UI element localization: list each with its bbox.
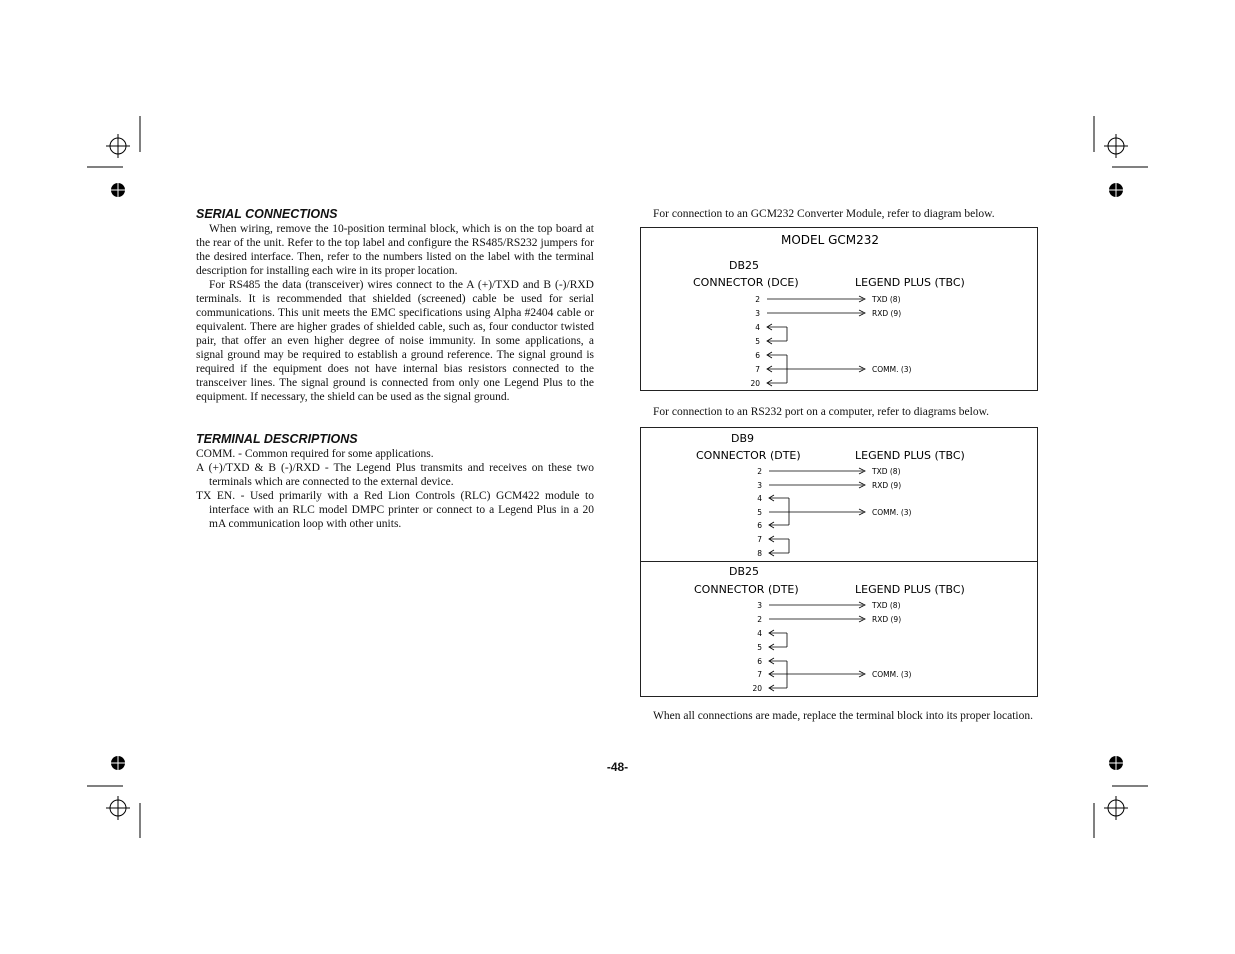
connector-label: CONNECTOR (DTE) <box>696 449 801 462</box>
connector-label: CONNECTOR (DTE) <box>694 583 799 596</box>
pin-label: 8 <box>757 549 762 558</box>
registration-mark-top-left <box>106 134 130 158</box>
serial-paragraph-2: For RS485 the data (transceiver) wires connect to the A (+)/TXD and B (-)/RXD terminals. It is recommended that shielded (screened) cable be used for serial communications. This unit meets the EMC specifications using Alpha #2404 cable or equivalent. There are higher grades of shielded cable, such as, four conductor twisted pair, that offer an even higher degree of noise immunity. In some applications, a signal ground may be required to establish a ground reference. The signal ground is required if the equipment does not have internal bias resistors connected to the transceiver lines. The signal ground is connected from only one Legend Plus to the equipment. If necessary, the shield can be used as the signal ground. <box>196 279 594 403</box>
diagram-gcm232 <box>640 227 1038 391</box>
terminal-descriptions-heading: TERMINAL DESCRIPTIONS <box>196 432 358 446</box>
comm-label: COMM. (3) <box>872 365 912 374</box>
left-column <box>196 207 594 531</box>
diagram-db9 <box>640 427 1038 562</box>
wiring-diagram-gcm232 <box>641 228 1037 390</box>
txd-label: TXD (8) <box>872 467 901 476</box>
page-number: -48- <box>606 760 629 774</box>
pin-label: 7 <box>757 670 762 679</box>
registration-mark-bottom-right <box>1104 796 1128 820</box>
terminal-desc-tx-en: TX EN. - Used primarily with a Red Lion Controls (RLC) GCM422 module to interface with an RLC model DMPC printer or connect to a Legend Plus in a 20 mA communication loop with other units. <box>196 490 594 530</box>
caption-final: When all connections are made, replace the terminal block into its proper location. <box>653 710 1033 722</box>
pin-label: 5 <box>755 337 760 346</box>
diagram-db25-dte <box>640 561 1038 697</box>
comm-label: COMM. (3) <box>872 508 912 517</box>
pin-label: 20 <box>750 379 760 388</box>
pin-label: 6 <box>755 351 760 360</box>
serial-paragraph-1: When wiring, remove the 10-position terminal block, which is on the top board at the rear of the unit. Refer to the top label and configure the RS485/RS232 jumpers for the desired interface. Then, refer to the numbers listed on the label with the terminal description for installing each wire in its proper location. <box>196 223 594 277</box>
pin-label: 3 <box>757 481 762 490</box>
pin-label: 2 <box>757 615 762 624</box>
rxd-label: RXD (9) <box>872 309 902 318</box>
txd-label: TXD (8) <box>872 601 901 610</box>
caption-rs232: For connection to an RS232 port on a computer, refer to diagrams below. <box>653 406 990 418</box>
legend-plus-label: LEGEND PLUS (TBC) <box>855 583 965 596</box>
pin-label: 2 <box>755 295 760 304</box>
rxd-label: RXD (9) <box>872 615 902 624</box>
wiring-diagram-db25 <box>641 562 1037 696</box>
pin-label: 5 <box>757 508 762 517</box>
legend-plus-label: LEGEND PLUS (TBC) <box>855 449 965 462</box>
pin-label: 4 <box>757 494 762 503</box>
legend-plus-label: LEGEND PLUS (TBC) <box>855 276 965 289</box>
pin-label: 6 <box>757 521 762 530</box>
pin-label: 20 <box>752 684 762 693</box>
wiring-diagram-db9 <box>641 428 1037 561</box>
pin-label: 6 <box>757 657 762 666</box>
comm-label: COMM. (3) <box>872 670 912 679</box>
pin-label: 5 <box>757 643 762 652</box>
pin-label: 2 <box>757 467 762 476</box>
pin-label: 7 <box>757 535 762 544</box>
pin-label: 3 <box>757 601 762 610</box>
registration-mark-top-right <box>1104 134 1128 158</box>
terminal-desc-txd-rxd: A (+)/TXD & B (-)/RXD - The Legend Plus transmits and receives on these two terminals which are connected to the external device. <box>196 462 594 488</box>
pin-label: 3 <box>755 309 760 318</box>
pin-label: 4 <box>757 629 762 638</box>
txd-label: TXD (8) <box>872 295 901 304</box>
pin-label: 7 <box>755 365 760 374</box>
registration-mark-bottom-left <box>106 796 130 820</box>
connector-type-label: DB25 <box>729 259 760 272</box>
connector-type-label: DB25 <box>729 565 760 578</box>
rxd-label: RXD (9) <box>872 481 902 490</box>
caption-gcm232: For connection to an GCM232 Converter Module, refer to diagram below. <box>653 208 995 220</box>
serial-connections-heading: SERIAL CONNECTIONS <box>196 207 338 221</box>
connector-type-label: DB9 <box>731 432 755 445</box>
pin-label: 4 <box>755 323 760 332</box>
diagram-title: MODEL GCM232 <box>781 233 880 247</box>
terminal-desc-comm: COMM. - Common required for some applications. <box>196 448 434 460</box>
connector-label: CONNECTOR (DCE) <box>693 276 799 289</box>
